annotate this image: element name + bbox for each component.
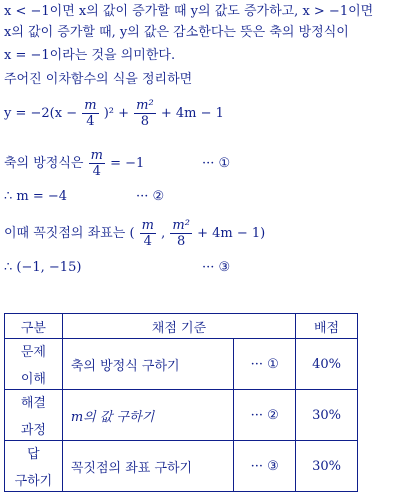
axis-label: 축의 방정식은: [4, 156, 84, 171]
row-points: 30%: [296, 390, 358, 441]
vertex-label: 이때 꼭짓점의 좌표는: [4, 226, 126, 241]
solution-line-1: x < −1이면 x의 값이 증가할 때 y의 값도 증가하고, x > −1이면: [4, 4, 374, 19]
solution-line-3: x = −1이라는 것을 의미한다.: [4, 48, 176, 63]
fraction-m-over-4: $\frac{m}{4}$: [84, 98, 97, 129]
row-marker: ··· ①: [234, 339, 296, 390]
grading-row: [5, 441, 358, 492]
equation-power: )² +: [103, 106, 130, 121]
final-answer: ∴ (−1, −15): [4, 260, 82, 275]
grading-table: [4, 313, 358, 492]
row-points: 30%: [296, 441, 358, 492]
axis-equation: [4, 148, 144, 179]
row-criterion: 축의 방정식 구하기: [62, 339, 233, 390]
grading-header-row: [5, 314, 358, 339]
m-marker: ··· ②: [136, 189, 165, 204]
header-criteria: 채점 기준: [62, 314, 295, 339]
vertex-fraction-b: $\frac{\text{m²}}{8}$: [172, 218, 190, 249]
axis-rhs: = −1: [110, 156, 145, 171]
solution-line-2: x의 값이 증가할 때, y의 값은 감소한다는 뜻은 축의 방정식이: [4, 25, 349, 40]
equation-lhs: y = −2(x −: [4, 106, 78, 121]
row-points: 40%: [296, 339, 358, 390]
header-category: 구분: [5, 314, 63, 339]
vertex-comma: ,: [161, 226, 166, 241]
vertex-open: (: [129, 226, 135, 241]
grading-row: [5, 390, 358, 441]
row-category: 해결 과정: [5, 390, 63, 441]
row-category: 답 구하기: [5, 441, 63, 492]
m-value: ∴ m = −4: [4, 189, 68, 204]
row-criterion: m의 값 구하기: [62, 390, 233, 441]
vertex-expression: [4, 218, 265, 249]
row-marker: ··· ③: [234, 441, 296, 492]
vertex-fraction-a: $\frac{m}{4}$: [141, 218, 154, 249]
answer-marker: ··· ③: [202, 260, 231, 275]
vertex-tail: + 4m − 1): [197, 226, 266, 241]
axis-marker: ··· ①: [202, 156, 231, 171]
row-criterion: 꼭짓점의 좌표 구하기: [62, 441, 233, 492]
fraction-m2-over-8: $\frac{\text{m²}}{8}$: [136, 98, 154, 129]
solution-line-4: 주어진 이차함수의 식을 정리하면: [4, 72, 193, 87]
grading-row: [5, 339, 358, 390]
axis-fraction: $\frac{m}{4}$: [90, 148, 103, 179]
equation-y: [4, 98, 224, 129]
row-marker: ··· ②: [234, 390, 296, 441]
row-category: 문제 이해: [5, 339, 63, 390]
equation-tail: + 4m − 1: [160, 106, 224, 121]
header-points: 배점: [296, 314, 358, 339]
